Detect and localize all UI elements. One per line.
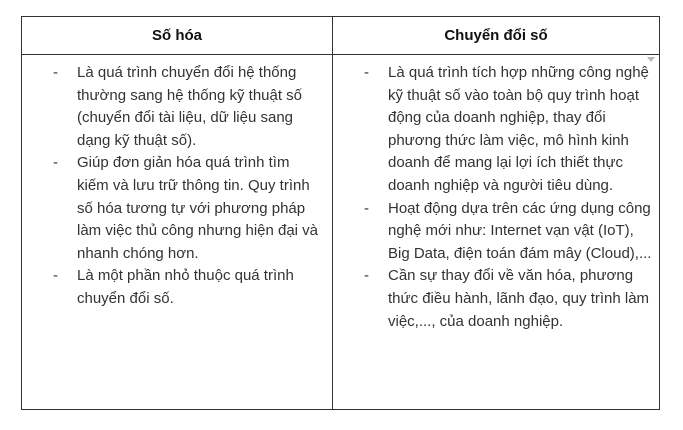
item-text: Là quá trình tích hợp những công nghệ kỹ thuật số vào toàn bộ quy trình hoạt động của doanh nghiệp, thay đổi phương thức làm việc, mô hình kinh doanh để mang lại lợi ích thiết thực doanh nghiệp và người tiêu dùng. xyxy=(388,64,649,194)
list-item xyxy=(22,265,332,310)
bullet-dash: - xyxy=(53,64,58,81)
bullet-dash: - xyxy=(53,267,58,285)
item-text: Là quá trình chuyển đổi hệ thống thường sang hệ thống kỹ thuật số (chuyển đổi tài liệu, dữ liệu sang dạng kỹ thuật số). xyxy=(77,64,303,149)
item-text: Giúp đơn giản hóa quá trình tìm kiếm và lưu trữ thông tin. Quy trình số hóa tương tự với phương pháp làm việc thủ công nhưng hiện đại và nhanh chóng hơn. xyxy=(77,154,319,262)
bullet-dash: - xyxy=(364,267,369,285)
cell-chuyen-doi-so xyxy=(333,55,659,409)
list-item xyxy=(22,62,332,152)
item-text: Cần sự thay đổi về văn hóa, phương thức điều hành, lãnh đạo, quy trình làm việc,..., của doanh nghiệp. xyxy=(388,267,650,330)
list-item xyxy=(22,152,332,265)
bullet-dash: - xyxy=(364,199,369,217)
header-so-hoa: Số hóa xyxy=(22,17,333,55)
header-chuyen-doi-so: Chuyển đổi số xyxy=(333,17,659,55)
list-so-hoa xyxy=(22,62,332,311)
bullet-dash: - xyxy=(53,154,58,172)
list-item xyxy=(333,198,659,266)
item-text: Là một phần nhỏ thuộc quá trình chuyển đổi số. xyxy=(77,267,294,307)
comparison-table xyxy=(21,16,660,410)
item-text: Hoạt động dựa trên các ứng dụng công nghệ mới như: Internet vạn vật (IoT), Big Data, điện toán đám mây (Cloud),... xyxy=(388,199,652,262)
list-item xyxy=(333,62,659,198)
list-chuyen-doi-so xyxy=(333,62,659,333)
list-item xyxy=(333,265,659,333)
bullet-dash: - xyxy=(364,64,369,81)
cell-so-hoa xyxy=(22,55,333,409)
